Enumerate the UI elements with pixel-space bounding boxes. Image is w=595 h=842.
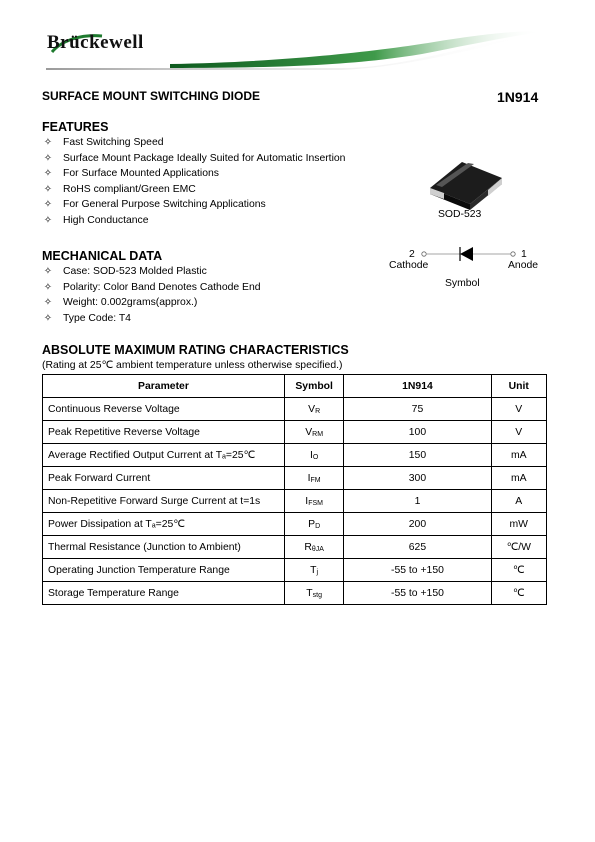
symbol-letter: P <box>308 518 316 530</box>
diamond-bullet-icon: ✧ <box>43 266 53 277</box>
pin-left-number: 2 <box>409 249 415 260</box>
cell-symbol <box>284 398 343 421</box>
column-header-value: 1N914 <box>344 375 491 398</box>
document-title: SURFACE MOUNT SWITCHING DIODE <box>42 89 260 103</box>
cell-value: 1 <box>344 490 491 513</box>
cell-parameter: Peak Forward Current <box>43 467 285 490</box>
features-heading: FEATURES <box>42 120 109 134</box>
diamond-bullet-icon: ✧ <box>43 281 53 293</box>
ratings-heading: ABSOLUTE MAXIMUM RATING CHARACTERISTICS <box>42 343 349 357</box>
list-item: ✧ Fast Switching Speed <box>42 135 345 151</box>
diode-symbol <box>385 245 545 295</box>
cell-symbol <box>284 467 343 490</box>
table-row <box>43 490 547 513</box>
cell-unit: V <box>491 421 546 444</box>
list-item: ✧ Surface Mount Package Ideally Suited for Automatic Insertion <box>42 151 345 167</box>
cell-value: -55 to +150 <box>344 582 491 605</box>
diamond-bullet-icon: ✧ <box>43 312 53 324</box>
column-header-parameter: Parameter <box>43 375 285 398</box>
cell-value: -55 to +150 <box>344 559 491 582</box>
list-item: ✧ High Conductance <box>42 213 345 229</box>
symbol-subscript: RM <box>312 430 324 438</box>
cell-unit: mA <box>491 467 546 490</box>
cell-value: 75 <box>344 398 491 421</box>
table-row <box>43 467 547 490</box>
symbol-letter: I <box>309 449 313 461</box>
cell-unit: V <box>491 398 546 421</box>
pin-left-label: Cathode <box>389 260 429 271</box>
mechanical-data-heading: MECHANICAL DATA <box>42 249 163 263</box>
cell-value: 625 <box>344 536 491 559</box>
symbol-letter: I <box>307 472 311 484</box>
column-header-symbol: Symbol <box>284 375 343 398</box>
cell-symbol <box>284 490 343 513</box>
symbol-subscript: FSM <box>308 499 323 507</box>
symbol-subscript: FM <box>310 476 321 484</box>
cell-value: 300 <box>344 467 491 490</box>
diamond-bullet-icon: ✧ <box>43 214 53 226</box>
symbol-letter: V <box>308 403 316 415</box>
list-item: ✧ Type Code: T4 <box>42 311 261 327</box>
cell-unit: A <box>491 490 546 513</box>
symbol-letter: V <box>305 426 313 438</box>
cell-value: 200 <box>344 513 491 536</box>
symbol-subscript: D <box>315 522 321 530</box>
list-item: ✧ Weight: 0.002grams(approx.) <box>42 295 261 311</box>
symbol-letter: R <box>304 541 312 553</box>
diamond-bullet-icon: ✧ <box>43 168 53 179</box>
pin-right-number: 1 <box>521 249 527 260</box>
diode-triangle-icon <box>460 247 473 261</box>
part-number: 1N914 <box>497 89 539 105</box>
anode-terminal-icon <box>511 252 515 256</box>
diamond-bullet-icon: ✧ <box>43 152 53 164</box>
list-item: ✧ Case: SOD-523 Molded Plastic <box>42 264 261 280</box>
table-row <box>43 559 547 582</box>
symbol-caption: Symbol <box>445 278 480 289</box>
list-item: ✧ For Surface Mounted Applications <box>42 166 345 182</box>
table-header-row <box>43 375 547 398</box>
cathode-terminal-icon <box>422 252 426 256</box>
list-item: ✧ RoHS compliant/Green EMC <box>42 182 345 198</box>
cell-parameter: Thermal Resistance (Junction to Ambient) <box>43 536 285 559</box>
diamond-bullet-icon: ✧ <box>43 183 53 195</box>
list-item: ✧ For General Purpose Switching Applications <box>42 197 345 213</box>
diamond-bullet-icon: ✧ <box>43 297 53 308</box>
cell-parameter: Continuous Reverse Voltage <box>43 398 285 421</box>
symbol-letter: I <box>305 495 309 507</box>
table-row <box>43 513 547 536</box>
package-label: SOD-523 <box>438 209 482 220</box>
cell-unit: ℃ <box>491 559 546 582</box>
header-logo <box>42 12 552 74</box>
logo-wordmark: Brückewell <box>47 32 144 53</box>
symbol-subscript: stg <box>312 591 322 599</box>
features-list <box>42 135 345 228</box>
cell-symbol <box>284 536 343 559</box>
cell-symbol <box>284 513 343 536</box>
table-row <box>43 536 547 559</box>
column-header-unit: Unit <box>491 375 546 398</box>
cell-unit: ℃ <box>491 582 546 605</box>
cell-parameter: Power Dissipation at Tₐ=25℃ <box>43 513 285 536</box>
cell-unit: mW <box>491 513 546 536</box>
sod523-package-image <box>426 152 506 212</box>
cell-parameter: Operating Junction Temperature Range <box>43 559 285 582</box>
symbol-subscript: R <box>315 407 321 415</box>
list-item: ✧ Polarity: Color Band Denotes Cathode End <box>42 280 261 296</box>
cell-parameter: Storage Temperature Range <box>43 582 285 605</box>
cell-value: 150 <box>344 444 491 467</box>
mechanical-data-list <box>42 264 261 326</box>
cell-value: 100 <box>344 421 491 444</box>
cell-unit: mA <box>491 444 546 467</box>
cell-unit: ℃/W <box>491 536 546 559</box>
table-row <box>43 444 547 467</box>
cell-symbol <box>284 421 343 444</box>
symbol-letter: T <box>306 587 313 599</box>
diamond-bullet-icon: ✧ <box>43 199 53 210</box>
diamond-bullet-icon: ✧ <box>43 137 53 148</box>
cell-symbol <box>284 582 343 605</box>
cell-parameter: Peak Repetitive Reverse Voltage <box>43 421 285 444</box>
symbol-letter: T <box>310 564 317 576</box>
cell-symbol <box>284 444 343 467</box>
table-row <box>43 421 547 444</box>
symbol-subscript: j <box>316 568 319 576</box>
table-row <box>43 398 547 421</box>
pin-right-label: Anode <box>508 260 539 271</box>
symbol-subscript: O <box>312 453 319 461</box>
symbol-subscript: θJA <box>311 545 324 553</box>
table-row <box>43 582 547 605</box>
ratings-table <box>42 374 547 605</box>
cell-parameter: Non-Repetitive Forward Surge Current at t=1s <box>43 490 285 513</box>
cell-parameter: Average Rectified Output Current at Tₐ=25℃ <box>43 444 285 467</box>
ratings-note: (Rating at 25℃ ambient temperature unless otherwise specified.) <box>42 360 343 371</box>
cell-symbol <box>284 559 343 582</box>
